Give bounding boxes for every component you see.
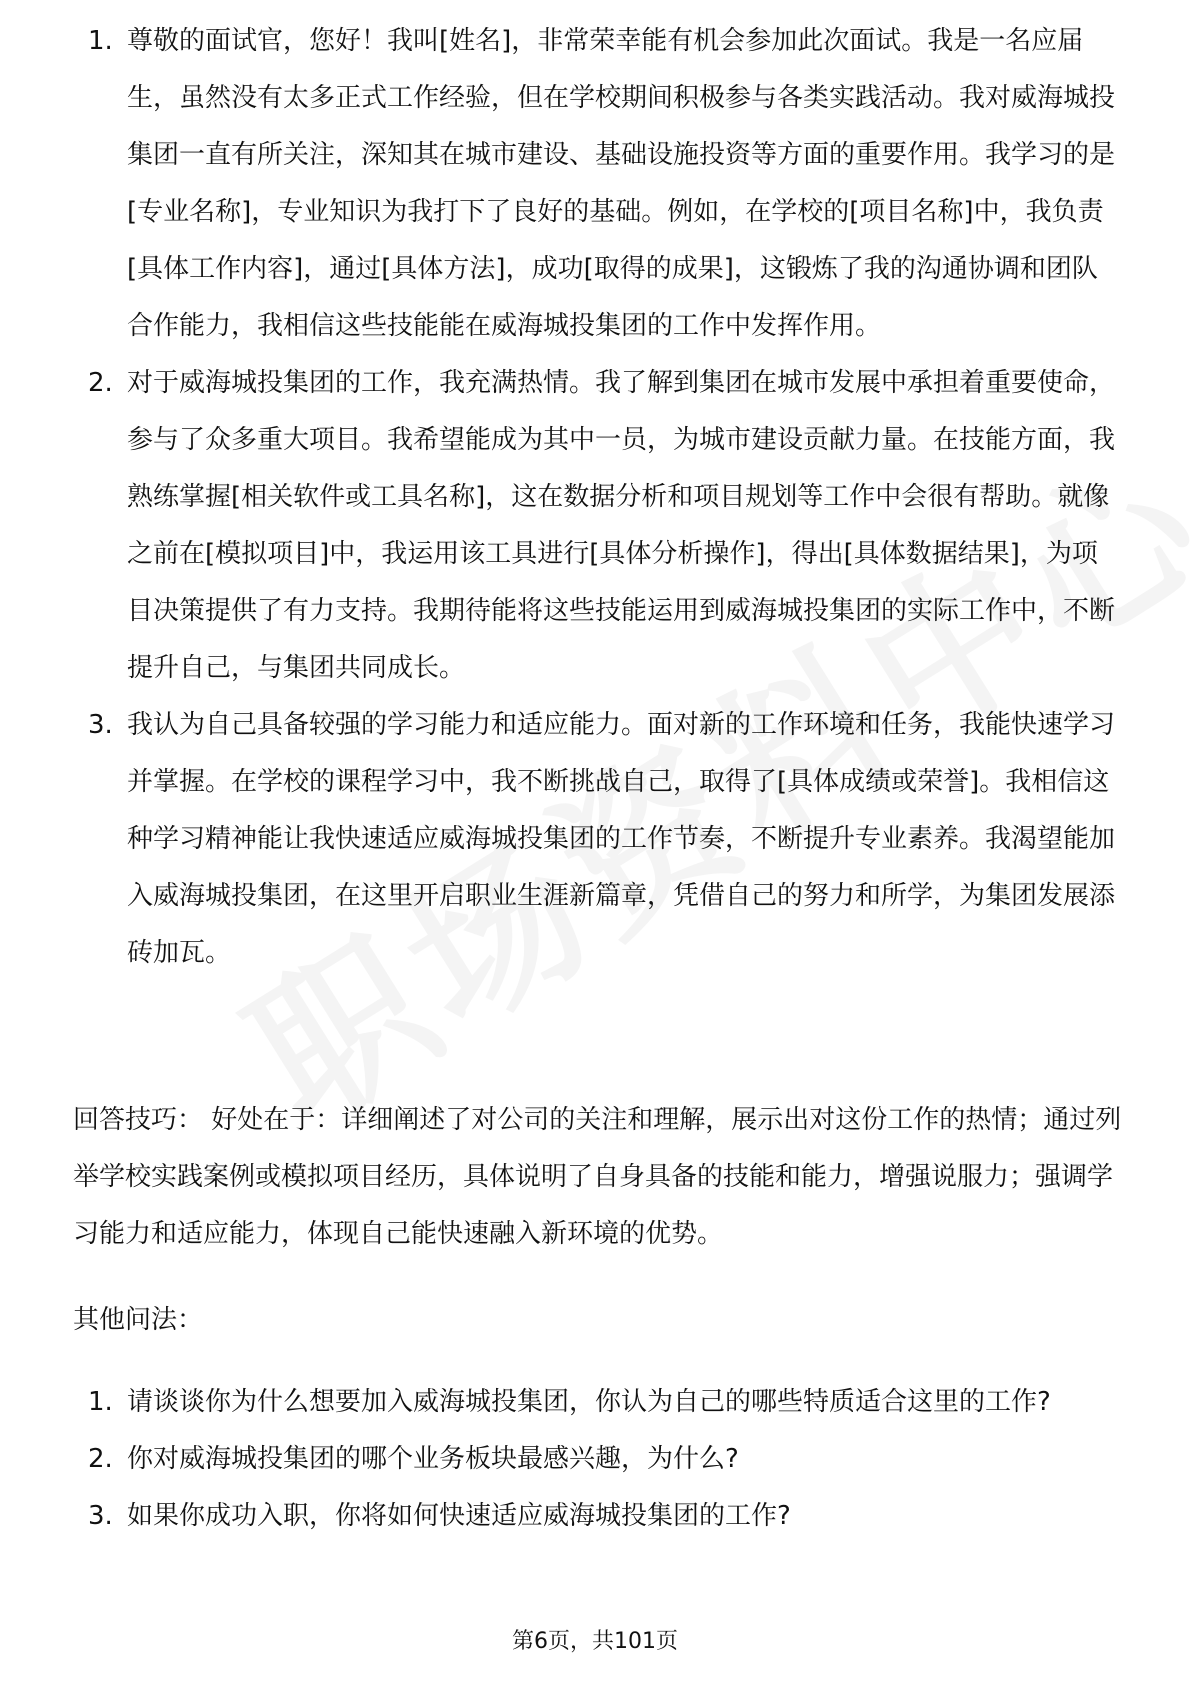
- answer-text: 我认为自己具备较强的学习能力和适应能力。面对新的工作环境和任务，我能快速学习并掌握。在学校的课程学习中，我不断挑战自己，取得了[具体成绩或荣誉]。我相信这种学习精神能让我快速适应威海城投集团的工作节奏，不断提升专业素养。我渴望能加入威海城投集团，在这里开启职业生涯新篇章，凭借自己的努力和所学，为集团发展添砖加瓦。: [127, 710, 1116, 968]
- answer-list: [0, 13, 1190, 982]
- answer-item-3: [0, 697, 1190, 982]
- list-number: 2.: [88, 1444, 113, 1474]
- list-number: 1.: [88, 26, 113, 56]
- answer-text: 尊敬的面试官，您好！我叫[姓名]，非常荣幸能有机会参加此次面试。我是一名应届生，虽然没有太多正式工作经验，但在学校期间积极参与各类实践活动。我对威海城投集团一直有所关注，深知其在城市建设、基础设施投资等方面的重要作用。我学习的是[专业名称]，专业知识为我打下了良好的基础。例如，在学校的[项目名称]中，我负责[具体工作内容]，通过[具体方法]，成功[取得的成果]，这锻炼了我的沟通协调和团队合作能力，我相信这些技能能在威海城投集团的工作中发挥作用。: [127, 26, 1116, 341]
- other-questions-heading: 其他问法：: [73, 1305, 204, 1335]
- other-questions-list: [0, 1374, 1190, 1545]
- other-question-item-3: [0, 1488, 1190, 1545]
- other-question-item-2: [0, 1431, 1190, 1488]
- list-number: 3.: [88, 710, 113, 740]
- question-text: 请谈谈你为什么想要加入威海城投集团，你认为自己的哪些特质适合这里的工作?: [127, 1387, 1051, 1417]
- answer-tip: 回答技巧： 好处在于：详细阐述了对公司的关注和理解，展示出对这份工作的热情；通过列举学校实践案例或模拟项目经历，具体说明了自身具备的技能和能力，增强说服力；强调学习能力和适应能力，体现自己能快速融入新环境的优势。: [73, 1105, 1122, 1249]
- other-question-item-1: [0, 1374, 1190, 1431]
- list-number: 3.: [88, 1501, 113, 1531]
- question-text: 你对威海城投集团的哪个业务板块最感兴趣，为什么?: [127, 1444, 739, 1474]
- list-number: 1.: [88, 1387, 113, 1417]
- answer-text: 对于威海城投集团的工作，我充满热情。我了解到集团在城市发展中承担着重要使命，参与了众多重大项目。我希望能成为其中一员，为城市建设贡献力量。在技能方面，我熟练掌握[相关软件或工具名称]，这在数据分析和项目规划等工作中会很有帮助。就像之前在[模拟项目]中，我运用该工具进行[具体分析操作]，得出[具体数据结果]，为项目决策提供了有力支持。我期待能将这些技能运用到威海城投集团的实际工作中，不断提升自己，与集团共同成长。: [127, 368, 1116, 683]
- list-number: 2.: [88, 368, 113, 398]
- question-text: 如果你成功入职，你将如何快速适应威海城投集团的工作?: [127, 1501, 791, 1531]
- answer-item-2: [0, 355, 1190, 697]
- answer-item-1: [0, 13, 1190, 355]
- page-number: 第6页，共101页: [512, 1629, 678, 1654]
